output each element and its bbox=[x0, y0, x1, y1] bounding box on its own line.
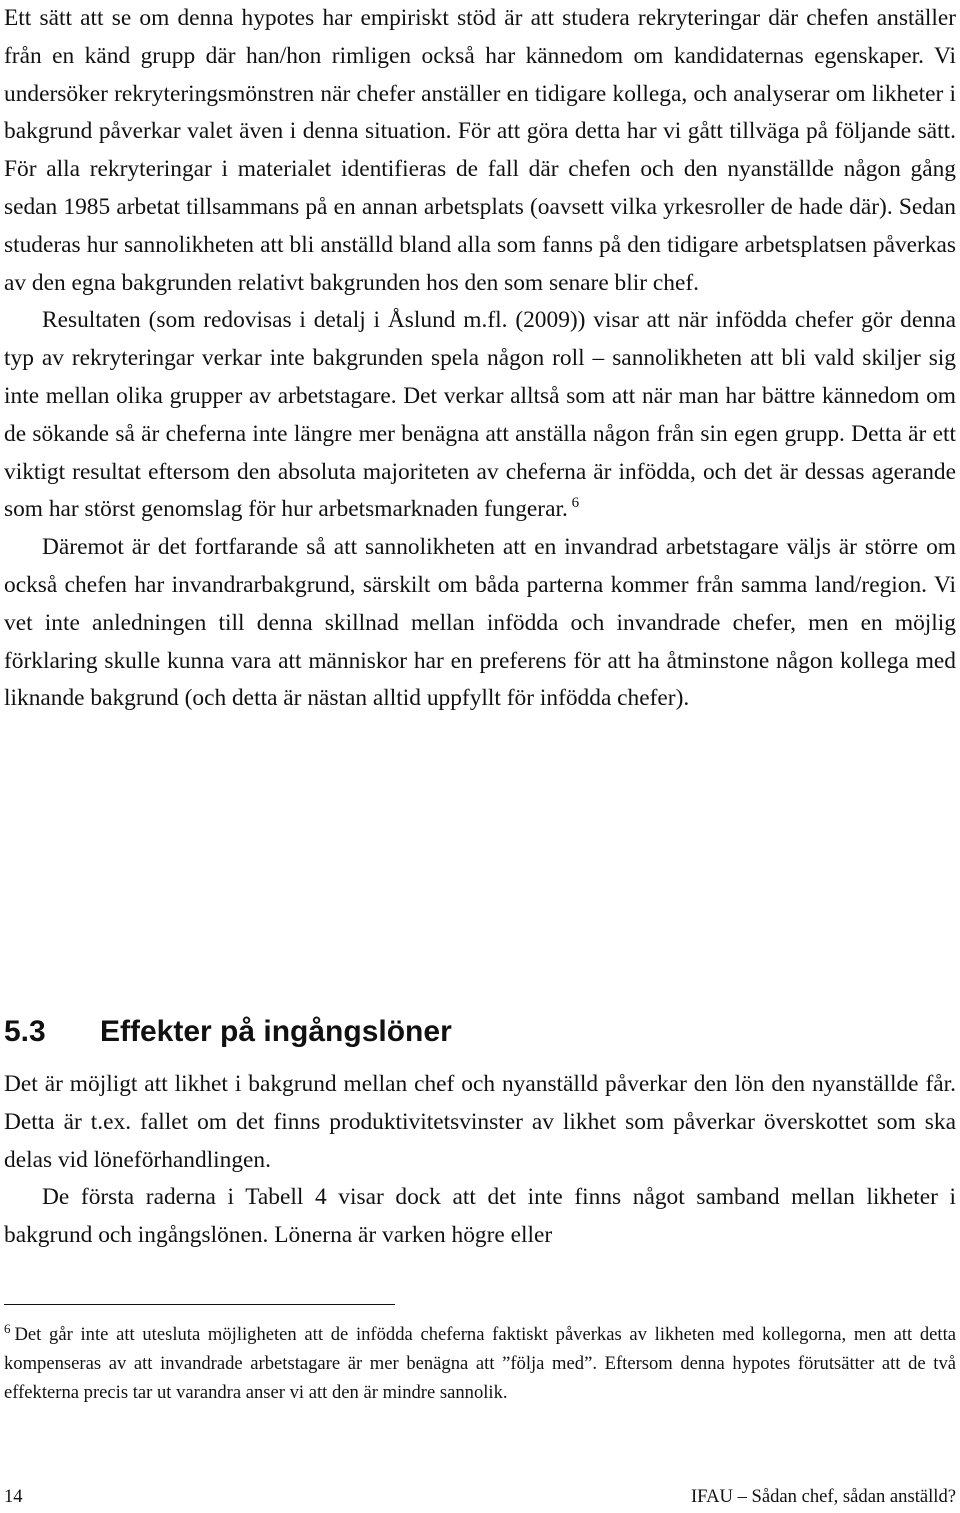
paragraph: Det är möjligt att likhet i bakgrund mellan chef och nyanställd påverkar den lön den nyanställde får. Detta är t.ex. fallet om det finns produktivitetsvinster av likhet som påverkar överskottet som ska delas vid löneförhandlingen. bbox=[4, 1071, 956, 1173]
footnote-reference-number: 6 bbox=[571, 495, 580, 512]
section-number: 5.3 bbox=[4, 1015, 46, 1048]
section-heading bbox=[4, 1012, 452, 1052]
body-text-block bbox=[4, 0, 956, 718]
paragraph: Ett sätt att se om denna hypotes har empiriskt stöd är att studera rekryteringar där chefen anställer från en känd grupp där han/hon rimligen också har kännedom om kandidaternas egenskaper. Vi undersöker rekryteringsmönstren när chefer anställer en tidigare kollega, och analyserar om likheter i bakgrund påverkar valet även i denna situation. För att göra detta har vi gått tillväga på följande sätt. För alla rekryteringar i materialet identifieras de fall där chefen och den nyanställde någon gång sedan 1985 arbetat tillsammans på en annan arbetsplats (oavsett vilka yrkesroller de hade där). Sedan studeras hur sannolikheten att bli anställd bland alla som fanns på den tidigare arbetsplatsen påverkas av den egna bakgrunden relativt bakgrunden hos den som senare blir chef. bbox=[4, 5, 956, 296]
paragraph-text: Resultaten (som redovisas i detalj i Åslund m.fl. (2009)) visar att när infödda chefer gör denna typ av rekryteringar verkar inte bakgrunden spela någon roll – sannolikheten att bli vald skiljer sig inte mellan olika grupper av arbetstagare. Det verkar alltså som att när man har bättre kännedom om de sökande så är cheferna inte längre mer benägna att anställa någon från sin egen grupp. Detta är ett viktigt resultat eftersom den absoluta majoriteten av cheferna är infödda, och det är dessas agerande som har störst genomslag för hur arbetsmarknaden fungerar. bbox=[4, 307, 956, 523]
footnote-reference[interactable] bbox=[568, 496, 579, 512]
page-number: 14 bbox=[4, 1486, 23, 1507]
footnote-text: Det går inte att utesluta möjligheten att de infödda cheferna faktiskt påverkas av likheten med kollegorna, men att detta kompenseras av att invandrade arbetstagare är mer benägna att ”följa med”. Eftersom denna hypotes förutsätter att de två effekterna precis tar ut varandra anser vi att den är mindre sannolik. bbox=[4, 1324, 956, 1403]
paragraph bbox=[4, 302, 956, 529]
running-title: IFAU – Sådan chef, sådan anställd? bbox=[690, 1486, 956, 1507]
footnote-divider bbox=[4, 1304, 395, 1305]
paragraph: De första raderna i Tabell 4 visar dock att det inte finns något samband mellan likheter i bakgrund och ingångslönen. Lönerna är varken högre eller bbox=[4, 1184, 956, 1249]
footnote-number: 6 bbox=[4, 1320, 11, 1336]
paragraph: Däremot är det fortfarande så att sannolikheten att en invandrad arbetstagare väljs är större om också chefen har invandrarbakgrund, särskilt om båda parterna kommer från samma land/region. Vi vet inte anledningen till denna skillnad mellan infödda och invandrade chefer, men en möjlig förklaring skulle kunna vara att människor har en preferens för att ha åtminstone någon kollega med liknande bakgrund (och detta är nästan alltid uppfyllt för infödda chefer). bbox=[4, 534, 956, 712]
page-footer bbox=[4, 1485, 956, 1509]
section-title: Effekter på ingångslöner bbox=[100, 1015, 452, 1048]
footnote bbox=[4, 1320, 956, 1407]
body-text-block bbox=[4, 1066, 956, 1255]
